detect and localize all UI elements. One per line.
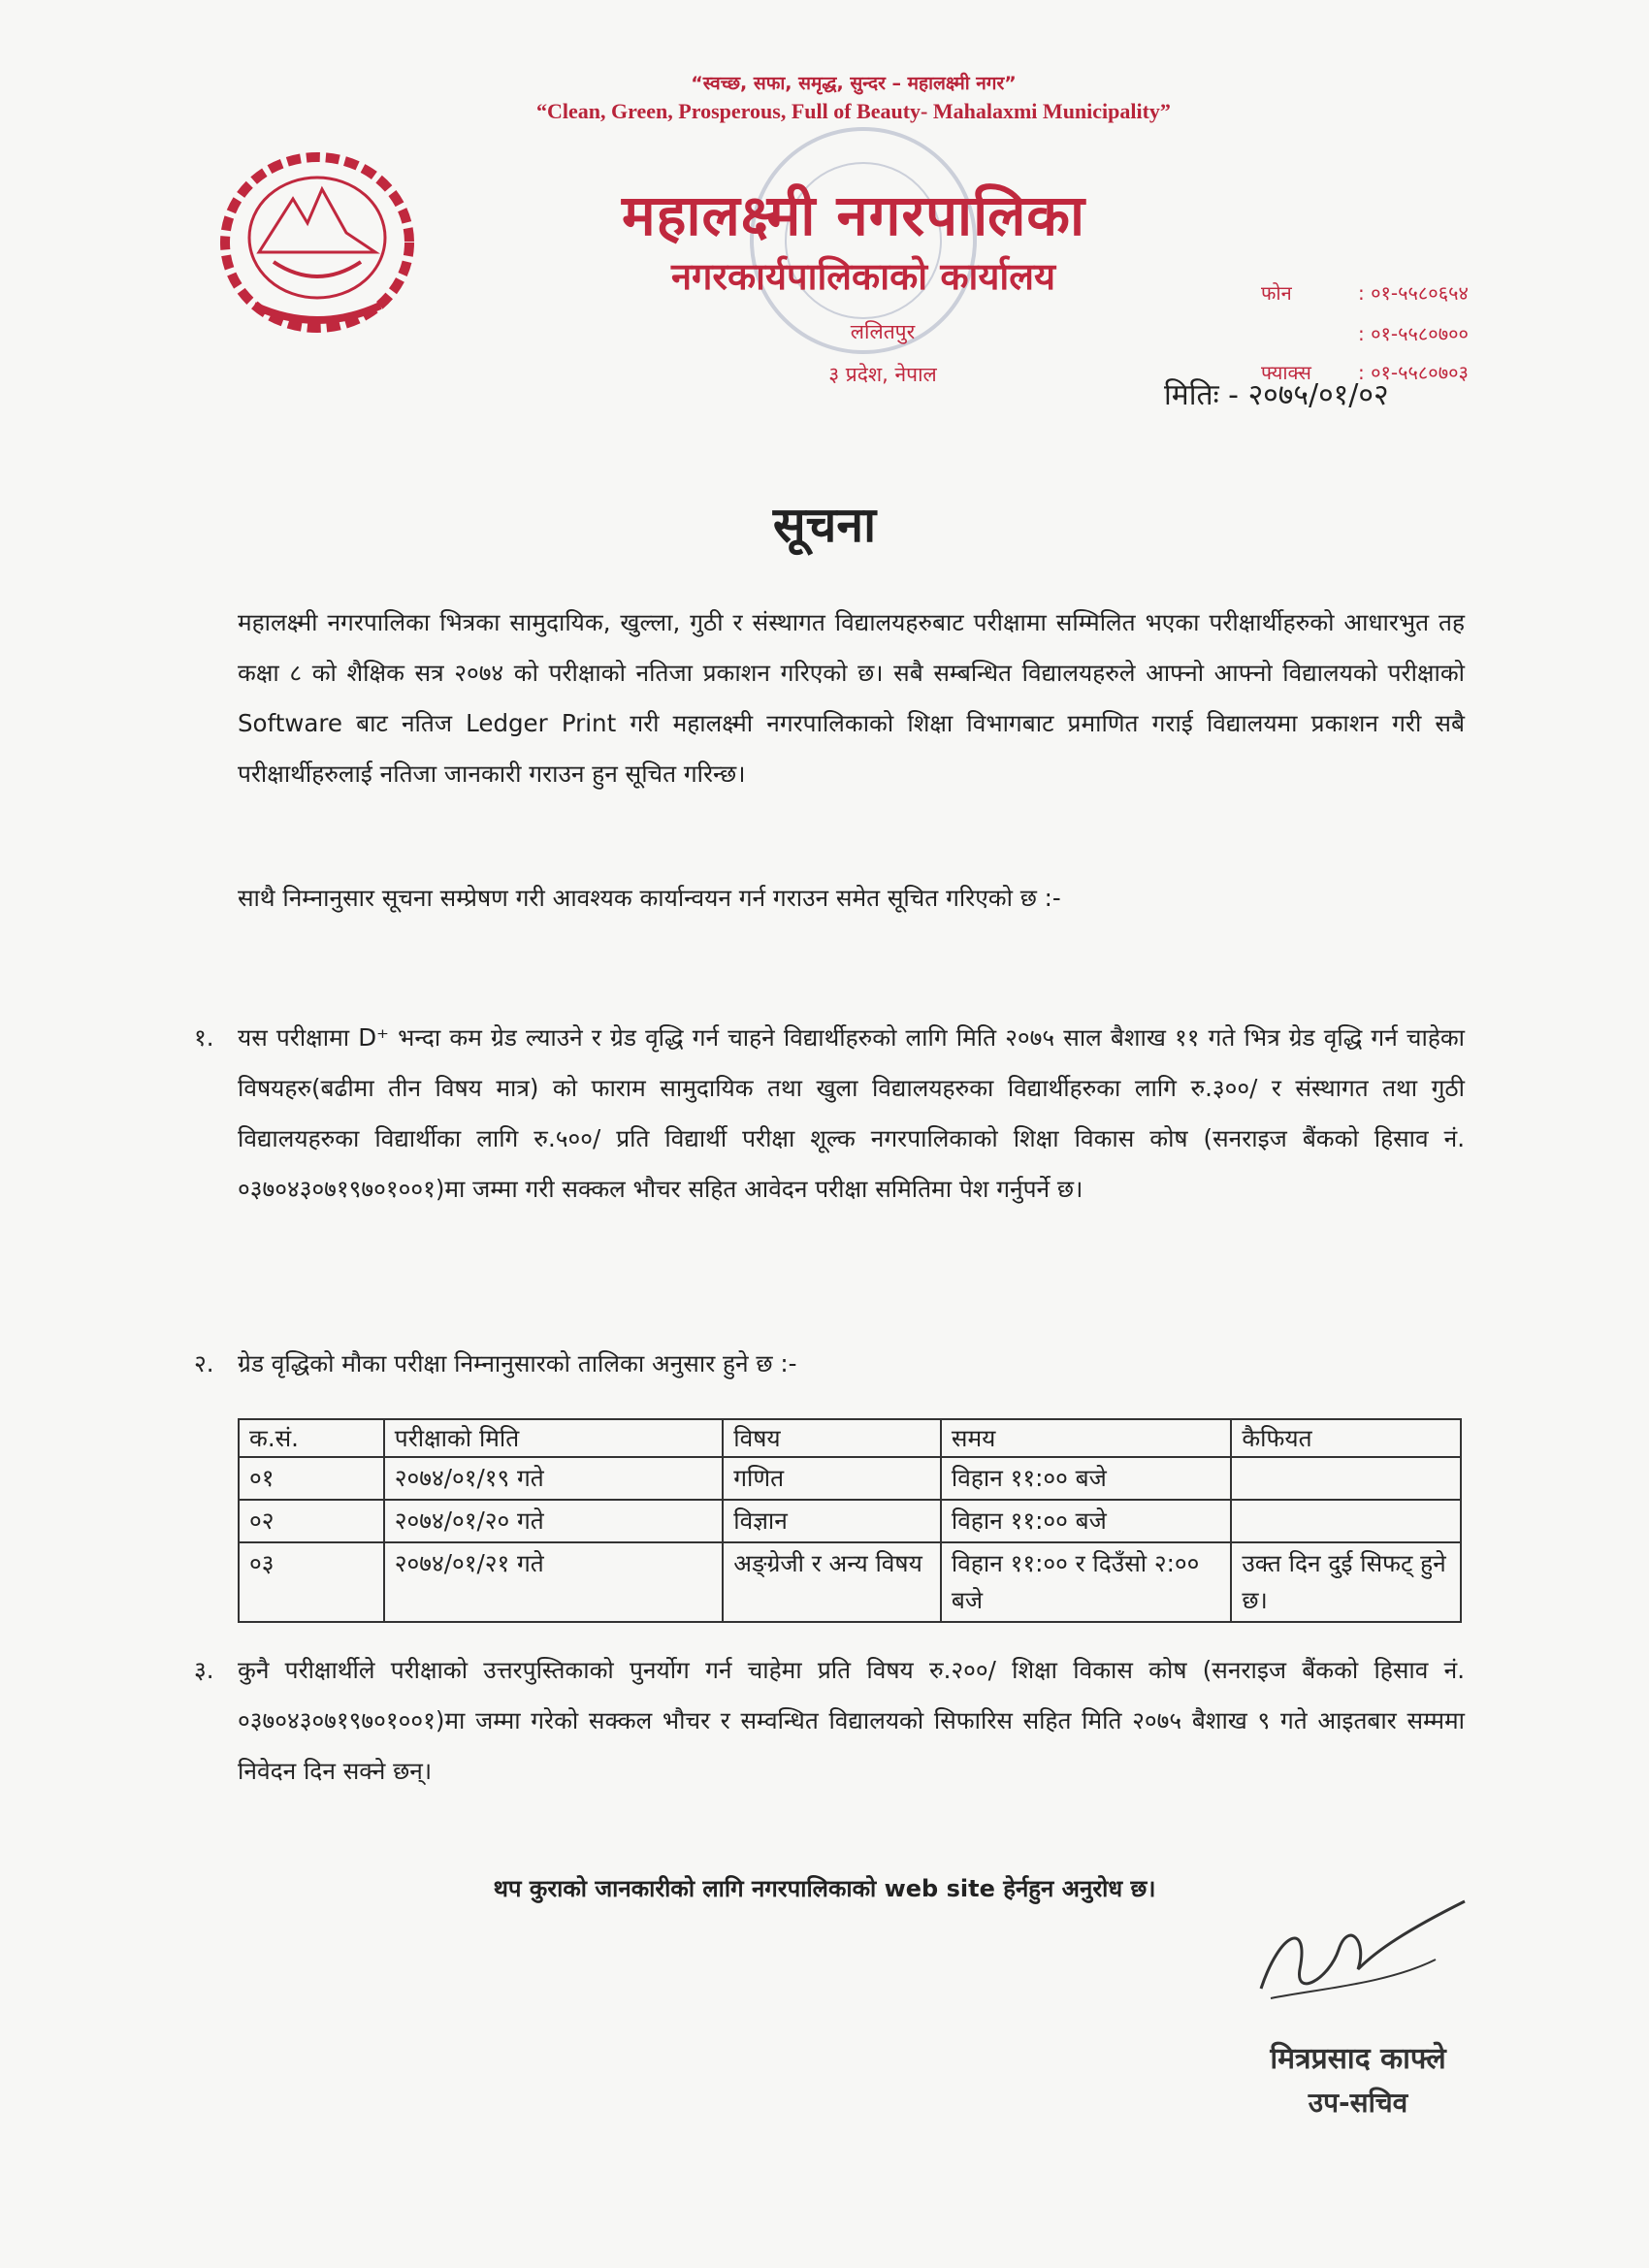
date-value: २०७५/०१/०२ — [1247, 378, 1389, 412]
item-number: १. — [194, 1023, 214, 1052]
table-cell: विहान ११:०० बजे — [941, 1500, 1231, 1542]
address-province: ३ प्रदेश, नेपाल — [828, 363, 937, 386]
table-cell: २०७४/०१/२० गते — [384, 1500, 723, 1542]
item-text: यस परीक्षामा D⁺ भन्दा कम ग्रेड ल्याउने र ग्रेड वृद्धि गर्न चाहने विद्यार्थीहरुको लागि मिति २०७५ साल बैशाख ११ गते भित्र ग्रेड वृद्धि गर्न चाहेका विषयहरु(बढीमा तीन विषय मात्र) को फाराम सामुदायिक तथा खुला विद्यालयहरुका विद्यार्थीहरुका लागि रु.३००/ र संस्थागत तथा गुठी विद्यालयहरुका विद्यार्थीका लागि रु.५००/ प्रति विद्यार्थी परीक्षा शूल्क नगरपालिकाको शिक्षा विकास कोष (सनराइज बैंकको हिसाव नं. ०३७०४३०७१९७०१००१)मा जम्मा गरी सक्कल भौचर सहित आवेदन परीक्षा समितिमा पेश गर्नुपर्ने छ। — [238, 1023, 1465, 1203]
nepal-emblem-icon — [215, 146, 419, 340]
office-name: नगरकार्यपालिकाको कार्यालय — [670, 255, 1056, 298]
organization-name: महालक्ष्मी नगरपालिका — [622, 182, 1085, 248]
header-cell: कैफियत — [1231, 1419, 1461, 1457]
notice-item-3 — [194, 1645, 1465, 1797]
table-row — [239, 1542, 1461, 1622]
table-cell — [1231, 1457, 1461, 1500]
date-label: मितिः - — [1164, 378, 1240, 412]
contact-fax: फ्याक्स : ०१-५५८०७०३ — [1261, 361, 1469, 384]
item-number: ३. — [194, 1656, 214, 1684]
header-cell: परीक्षाको मिति — [384, 1419, 723, 1457]
document-date — [1164, 373, 1389, 413]
contact-phone-2: : ०१-५५८०७०० — [1358, 322, 1469, 345]
table-cell: विहान ११:०० र दिउँसो २:०० बजे — [941, 1542, 1231, 1622]
table-cell: विज्ञान — [723, 1500, 941, 1542]
header-cell: क.सं. — [239, 1419, 384, 1457]
table-cell: उक्त दिन दुई सिफट् हुने छ। — [1231, 1542, 1461, 1622]
header-cell: विषय — [723, 1419, 941, 1457]
item-text: कुनै परीक्षार्थीले परीक्षाको उत्तरपुस्तिकाको पुनर्योग गर्न चाहेमा प्रति विषय रु.२००/ शिक्षा विकास कोष (सनराइज बैंकको हिसाव नं. ०३७०४३०७१९७०१००१)मा जम्मा गरेको सक्कल भौचर र सम्वन्धित विद्यालयको सिफारिस सहित मिति २०७५ बैशाख ९ गते आइतबार सम्ममा निवेदन दिन सक्ने छन्। — [238, 1656, 1465, 1785]
table-cell: ०१ — [239, 1457, 384, 1500]
header-cell: समय — [941, 1419, 1231, 1457]
table-header-row — [239, 1419, 1461, 1457]
contact-phone-1: फोन : ०१-५५८०६५४ — [1261, 281, 1469, 305]
notice-title: सूचना — [772, 497, 877, 553]
notice-paragraph-2: साथै निम्नानुसार सूचना सम्प्रेषण गरी आवश्यक कार्यान्वयन गर्न गराउन समेत सूचित गरिएको छ :- — [238, 884, 1061, 912]
exam-schedule-table — [238, 1418, 1462, 1623]
item-number: २. — [194, 1349, 214, 1377]
table-cell: अङ्ग्रेजी र अन्य विषय — [723, 1542, 941, 1622]
address-district: ललितपुर — [850, 320, 916, 343]
table-cell — [1231, 1500, 1461, 1542]
table-cell: विहान ११:०० बजे — [941, 1457, 1231, 1500]
slogan-nepali: “स्वच्छ, सफा, समृद्ध, सुन्दर – महालक्ष्मी नगर” — [691, 73, 1017, 94]
signatory-name: मित्रप्रसाद काफ्ले — [1270, 2042, 1446, 2076]
notice-item-1 — [194, 1013, 1465, 1215]
notice-item-2 — [194, 1339, 1465, 1389]
table-cell: गणित — [723, 1457, 941, 1500]
signature-icon — [1242, 1892, 1494, 2018]
table-cell: २०७४/०१/१९ गते — [384, 1457, 723, 1500]
item-text: ग्रेड वृद्धिको मौका परीक्षा निम्नानुसारको तालिका अनुसार हुने छ :- — [238, 1349, 797, 1377]
table-cell: ०३ — [239, 1542, 384, 1622]
table-cell: २०७४/०१/२१ गते — [384, 1542, 723, 1622]
closing-remark: थप कुराको जानकारीको लागि नगरपालिकाको web site हेर्नहुन अनुरोध छ। — [493, 1875, 1156, 1902]
notice-paragraph-1: महालक्ष्मी नगरपालिका भित्रका सामुदायिक, खुल्ला, गुठी र संस्थागत विद्यालयहरुबाट परीक्षामा सम्मिलित भएका परीक्षार्थीहरुको आधारभुत तह कक्षा ८ को शैक्षिक सत्र २०७४ को परीक्षाको नतिजा प्रकाशन गरिएको छ। सबै सम्बन्धित विद्यालयहरुले आफ्नो आफ्नो विद्यालयको परीक्षाको Software बाट नतिज Ledger Print गरी महालक्ष्मी नगरपालिकाको शिक्षा विभागबाट प्रमाणित गराई विद्यालयमा प्रकाशन गरी सबै परीक्षार्थीहरुलाई नतिजा जानकारी गराउन हुन सूचित गरिन्छ। — [238, 608, 1465, 788]
slogan-english: “Clean, Green, Prosperous, Full of Beauty- Mahalaxmi Municipality” — [536, 99, 1171, 123]
table-row — [239, 1457, 1461, 1500]
table-row — [239, 1500, 1461, 1542]
signatory-post: उप-सचिव — [1308, 2087, 1408, 2119]
table-cell: ०२ — [239, 1500, 384, 1542]
